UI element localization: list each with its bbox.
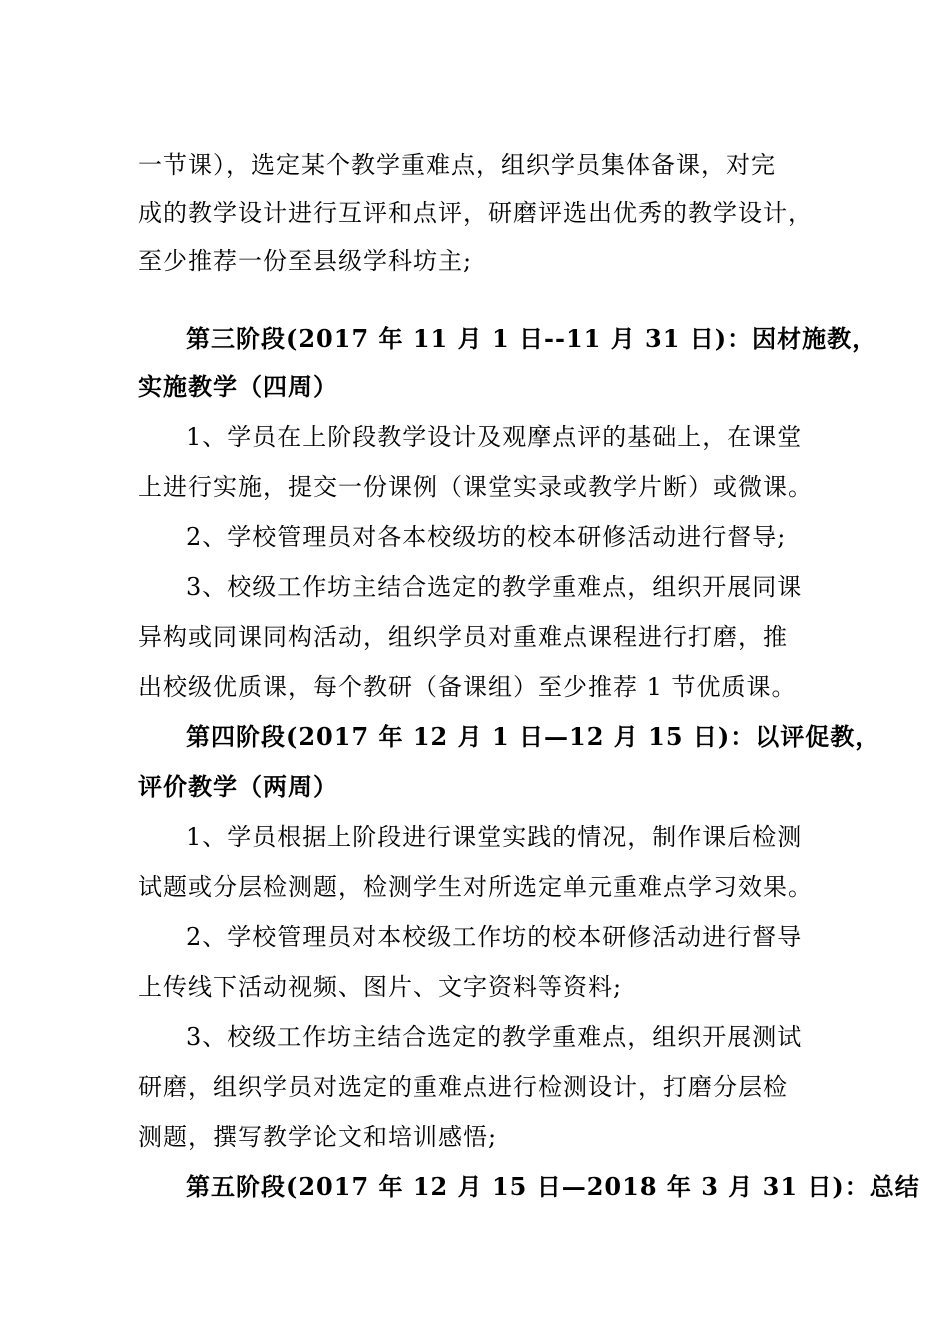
paragraph-line: 3、校级工作坊主结合选定的教学重难点，组织开展同课 <box>186 573 803 601</box>
paragraph-line: 成的教学设计进行互评和点评，研磨评选出优秀的教学设计， <box>138 199 813 227</box>
section-heading-stage-5: 第五阶段(2017 年 12 月 15 日—2018 年 3 月 31 日)：总结 <box>186 1172 920 1201</box>
paragraph-line: 至少推荐一份至县级学科坊主; <box>138 247 473 275</box>
paragraph-line: 上进行实施，提交一份课例（课堂实录或教学片断）或微课。 <box>138 473 813 501</box>
paragraph-line: 2、学校管理员对各本校级坊的校本研修活动进行督导; <box>186 523 787 551</box>
paragraph-line: 出校级优质课，每个教研（备课组）至少推荐 1 节优质课。 <box>138 673 797 701</box>
paragraph-line: 测题，撰写教学论文和培训感悟; <box>138 1123 498 1151</box>
section-heading-stage-3: 第三阶段(2017 年 11 月 1 日--11 月 31 日)：因材施教， <box>186 324 878 353</box>
section-heading-stage-4: 第四阶段(2017 年 12 月 1 日—12 月 15 日)：以评促教， <box>186 722 881 751</box>
paragraph-line: 3、校级工作坊主结合选定的教学重难点，组织开展测试 <box>186 1023 803 1051</box>
paragraph-line: 上传线下活动视频、图片、文字资料等资料; <box>138 973 623 1001</box>
paragraph-line: 2、学校管理员对本校级工作坊的校本研修活动进行督导 <box>186 923 803 951</box>
paragraph-line: 异构或同课同构活动，组织学员对重难点课程进行打磨，推 <box>138 623 788 651</box>
section-heading-stage-4-cont: 评价教学（两周） <box>138 772 338 801</box>
paragraph-line: 试题或分层检测题，检测学生对所选定单元重难点学习效果。 <box>138 873 813 901</box>
paragraph-line: 1、学员在上阶段教学设计及观摩点评的基础上，在课堂 <box>186 423 803 451</box>
paragraph-line: 一节课），选定某个教学重难点，组织学员集体备课，对完 <box>138 151 776 179</box>
paragraph-line: 研磨，组织学员对选定的重难点进行检测设计，打磨分层检 <box>138 1073 788 1101</box>
section-heading-stage-3-cont: 实施教学（四周） <box>138 372 338 401</box>
paragraph-line: 1、学员根据上阶段进行课堂实践的情况，制作课后检测 <box>186 823 803 851</box>
